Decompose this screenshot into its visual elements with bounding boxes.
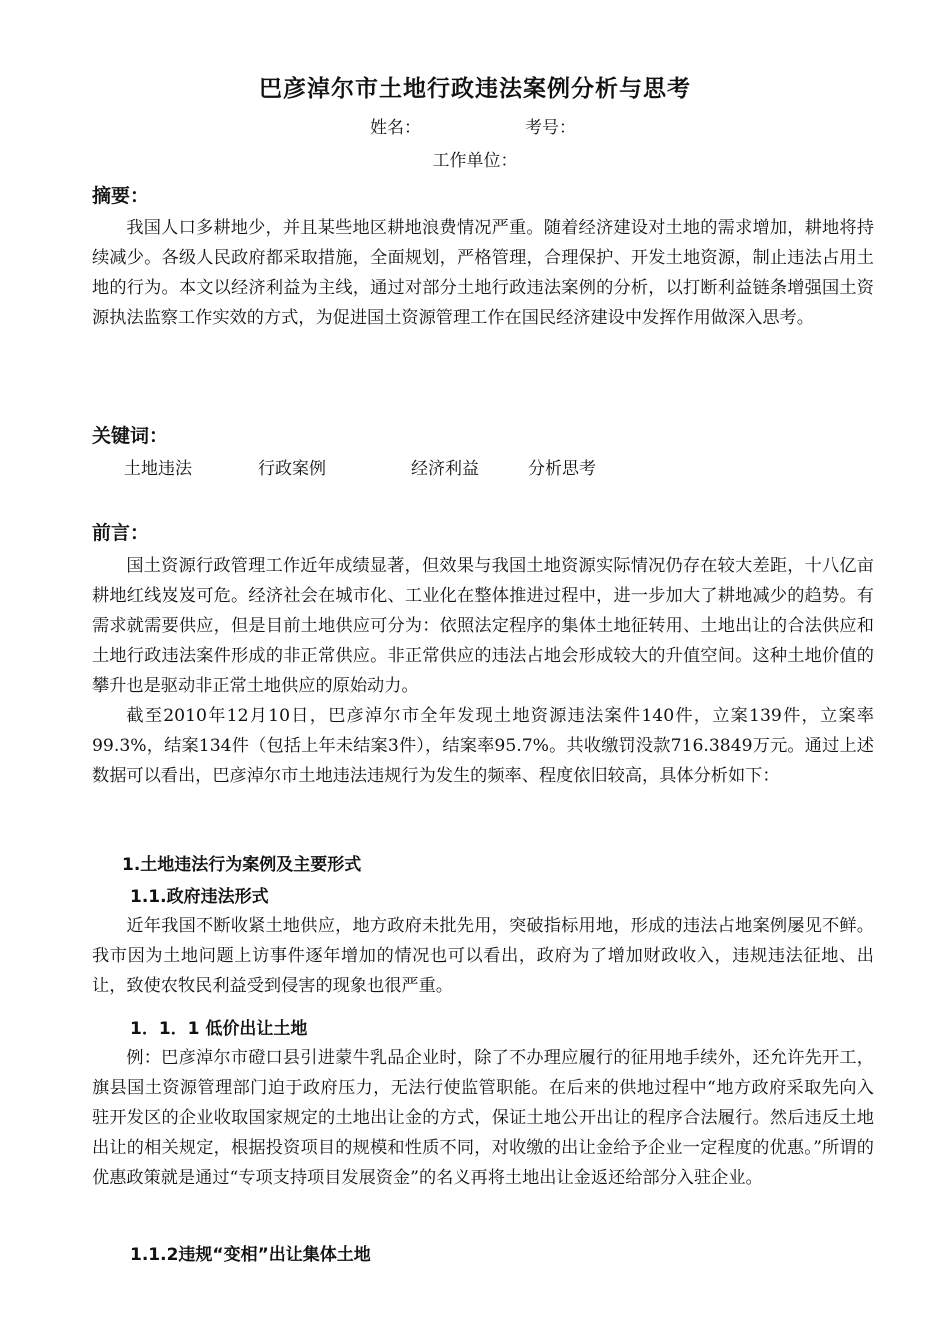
section-heading-1: 1.土地违法行为案例及主要形式 bbox=[122, 855, 362, 875]
section-1-1-paragraph: 近年我国不断收紧土地供应，地方政府未批先用，突破指标用地，形成的违法占地案例屡见不鲜。我市因为土地问题上访事件逐年增加的情况也可以看出，政府为了增加财政收入，违规违法征地、出让，致使农牧民利益受到侵害的现象也很严重。 bbox=[92, 916, 874, 996]
name-label: 姓名： bbox=[370, 118, 421, 138]
preface-paragraph-1: 国土资源行政管理工作近年成绩显著，但效果与我国土地资源实际情况仍存在较大差距，十八亿亩耕地红线岌岌可危。经济社会在城市化、工业化在整体推进过程中，进一步加大了耕地减少的趋势。有需求就需要供应，但是目前土地供应可分为：依照法定程序的集体土地征转用、土地出让的合法供应和土地行政违法案件形成的非正常供应。非正常供应的违法占地会形成较大的升值空间。这种土地价值的攀升也是驱动非正常土地供应的原始动力。 bbox=[92, 556, 874, 696]
keyword-item: 土地违法 bbox=[124, 459, 192, 479]
keywords-heading: 关键词： bbox=[92, 425, 169, 447]
abstract-paragraph: 我国人口多耕地少，并且某些地区耕地浪费情况严重。随着经济建设对土地的需求增加，耕地将持续减少。各级人民政府都采取措施，全面规划，严格管理，合理保护、开发土地资源，制止违法占用土地的行为。本文以经济利益为主线，通过对部分土地行政违法案例的分析，以打断利益链条增强国土资源执法监察工作实效的方式，为促进国土资源管理工作在国民经济建设中发挥作用做深入思考。 bbox=[92, 218, 874, 328]
preface-heading: 前言： bbox=[92, 522, 150, 544]
document-title: 巴彦淖尔市土地行政违法案例分析与思考 bbox=[259, 76, 691, 102]
abstract-heading: 摘要： bbox=[92, 185, 150, 207]
section-1-1-body bbox=[92, 911, 874, 1001]
preface-paragraph-2: 截至2010年12月10日，巴彦淖尔市全年发现土地资源违法案件140件，立案139件，立案率99.3%，结案134件（包括上年未结案3件），结案率95.7%。共收缴罚没款716.3849万元。通过上述数据可以看出，巴彦淖尔市土地违法违规行为发生的频率、程度依旧较高，具体分析如下： bbox=[92, 706, 874, 786]
section-1-1-1-body bbox=[92, 1043, 874, 1193]
section-heading-1-1-1: 1．1．1 低价出让土地 bbox=[130, 1019, 308, 1039]
keyword-item: 分析思考 bbox=[528, 459, 596, 479]
section-heading-1-1: 1.1.政府违法形式 bbox=[130, 887, 269, 907]
abstract-body bbox=[92, 213, 874, 333]
exam-number-label: 考号： bbox=[525, 118, 576, 138]
preface-body bbox=[92, 551, 874, 791]
keyword-item: 行政案例 bbox=[258, 459, 326, 479]
section-1-1-1-paragraph: 例：巴彦淖尔市磴口县引进蒙牛乳品企业时，除了不办理应履行的征用地手续外，还允许先开工，旗县国土资源管理部门迫于政府压力，无法行使监管职能。在后来的供地过程中“地方政府采取先向入驻开发区的企业收取国家规定的土地出让金的方式，保证土地公开出让的程序合法履行。然后违反土地出让的相关规定，根据投资项目的规模和性质不同，对收缴的出让金给予企业一定程度的优惠。”所谓的优惠政策就是通过“专项支持项目发展资金”的名义再将土地出让金返还给部分入驻企业。 bbox=[92, 1048, 874, 1188]
keyword-item: 经济利益 bbox=[411, 459, 479, 479]
work-unit-label: 工作单位： bbox=[432, 151, 518, 171]
section-heading-1-1-2: 1.1.2违规“变相”出让集体土地 bbox=[130, 1245, 371, 1265]
